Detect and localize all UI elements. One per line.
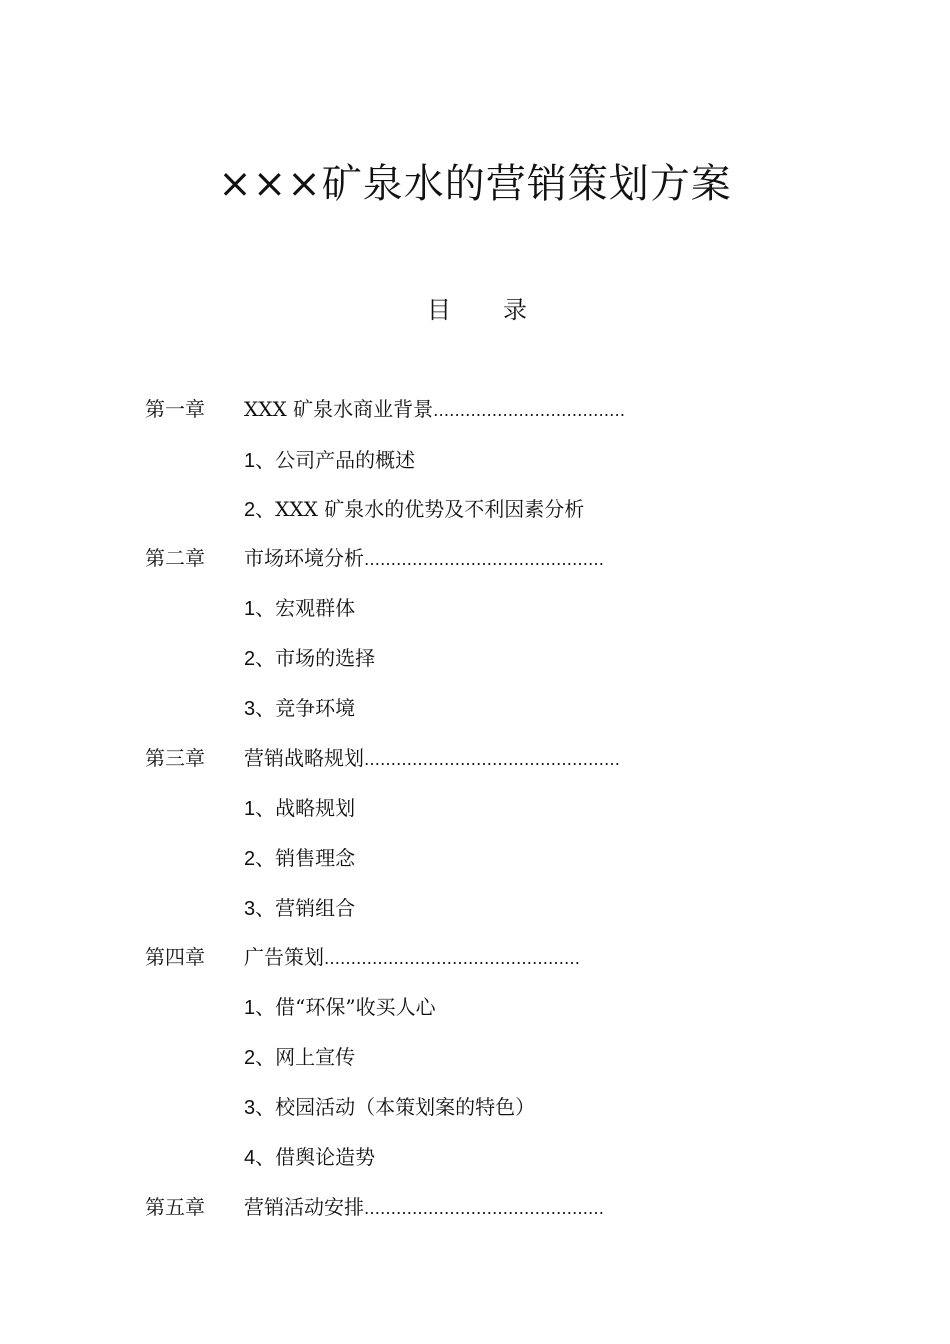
chapter-title: XXX 矿泉水商业背景………………………………: [244, 397, 626, 421]
section-item: 2、XXX 矿泉水的优势及不利因素分析: [244, 497, 585, 521]
chapter-number: 第五章: [145, 1195, 205, 1219]
document-title: ×××矿泉水的营销策划方案: [218, 161, 732, 207]
section-item: 3、竞争环境: [244, 696, 356, 720]
section-item: 1、战略规划: [244, 796, 356, 820]
chapter-title: 营销战略规划…………………………………………: [244, 746, 620, 770]
section-item: 4、借舆论造势: [244, 1145, 376, 1169]
chapter-title: 市场环境分析………………………………………: [244, 546, 604, 570]
toc-heading: [427, 290, 527, 325]
toc-leader: …………………………………………: [324, 949, 580, 968]
chapter-number: 第一章: [145, 397, 205, 421]
chapter-number: 第三章: [145, 746, 205, 770]
section-item: 3、校园活动（本策划案的特色）: [244, 1095, 536, 1119]
section-item: 2、市场的选择: [244, 646, 376, 670]
section-item: 1、借“环保”收买人心: [244, 995, 436, 1019]
chapter-number: 第二章: [145, 546, 205, 570]
toc-leader: ………………………………………: [364, 550, 604, 569]
section-item: 3、营销组合: [244, 896, 356, 920]
section-item: 1、宏观群体: [244, 596, 356, 620]
chapter-title: 营销活动安排………………………………………: [244, 1195, 604, 1219]
chapter-number: 第四章: [145, 945, 205, 969]
section-item: 2、销售理念: [244, 846, 356, 870]
chapter-title: 广告策划…………………………………………: [244, 945, 580, 969]
section-item: 2、网上宣传: [244, 1045, 356, 1069]
toc-leader: …………………………………………: [364, 750, 620, 769]
toc-leader: ………………………………: [433, 401, 626, 420]
section-item: 1、公司产品的概述: [244, 448, 416, 472]
toc-heading-right: 录: [503, 296, 527, 324]
toc-leader: ………………………………………: [364, 1199, 604, 1218]
toc-heading-left: 目: [427, 296, 451, 324]
